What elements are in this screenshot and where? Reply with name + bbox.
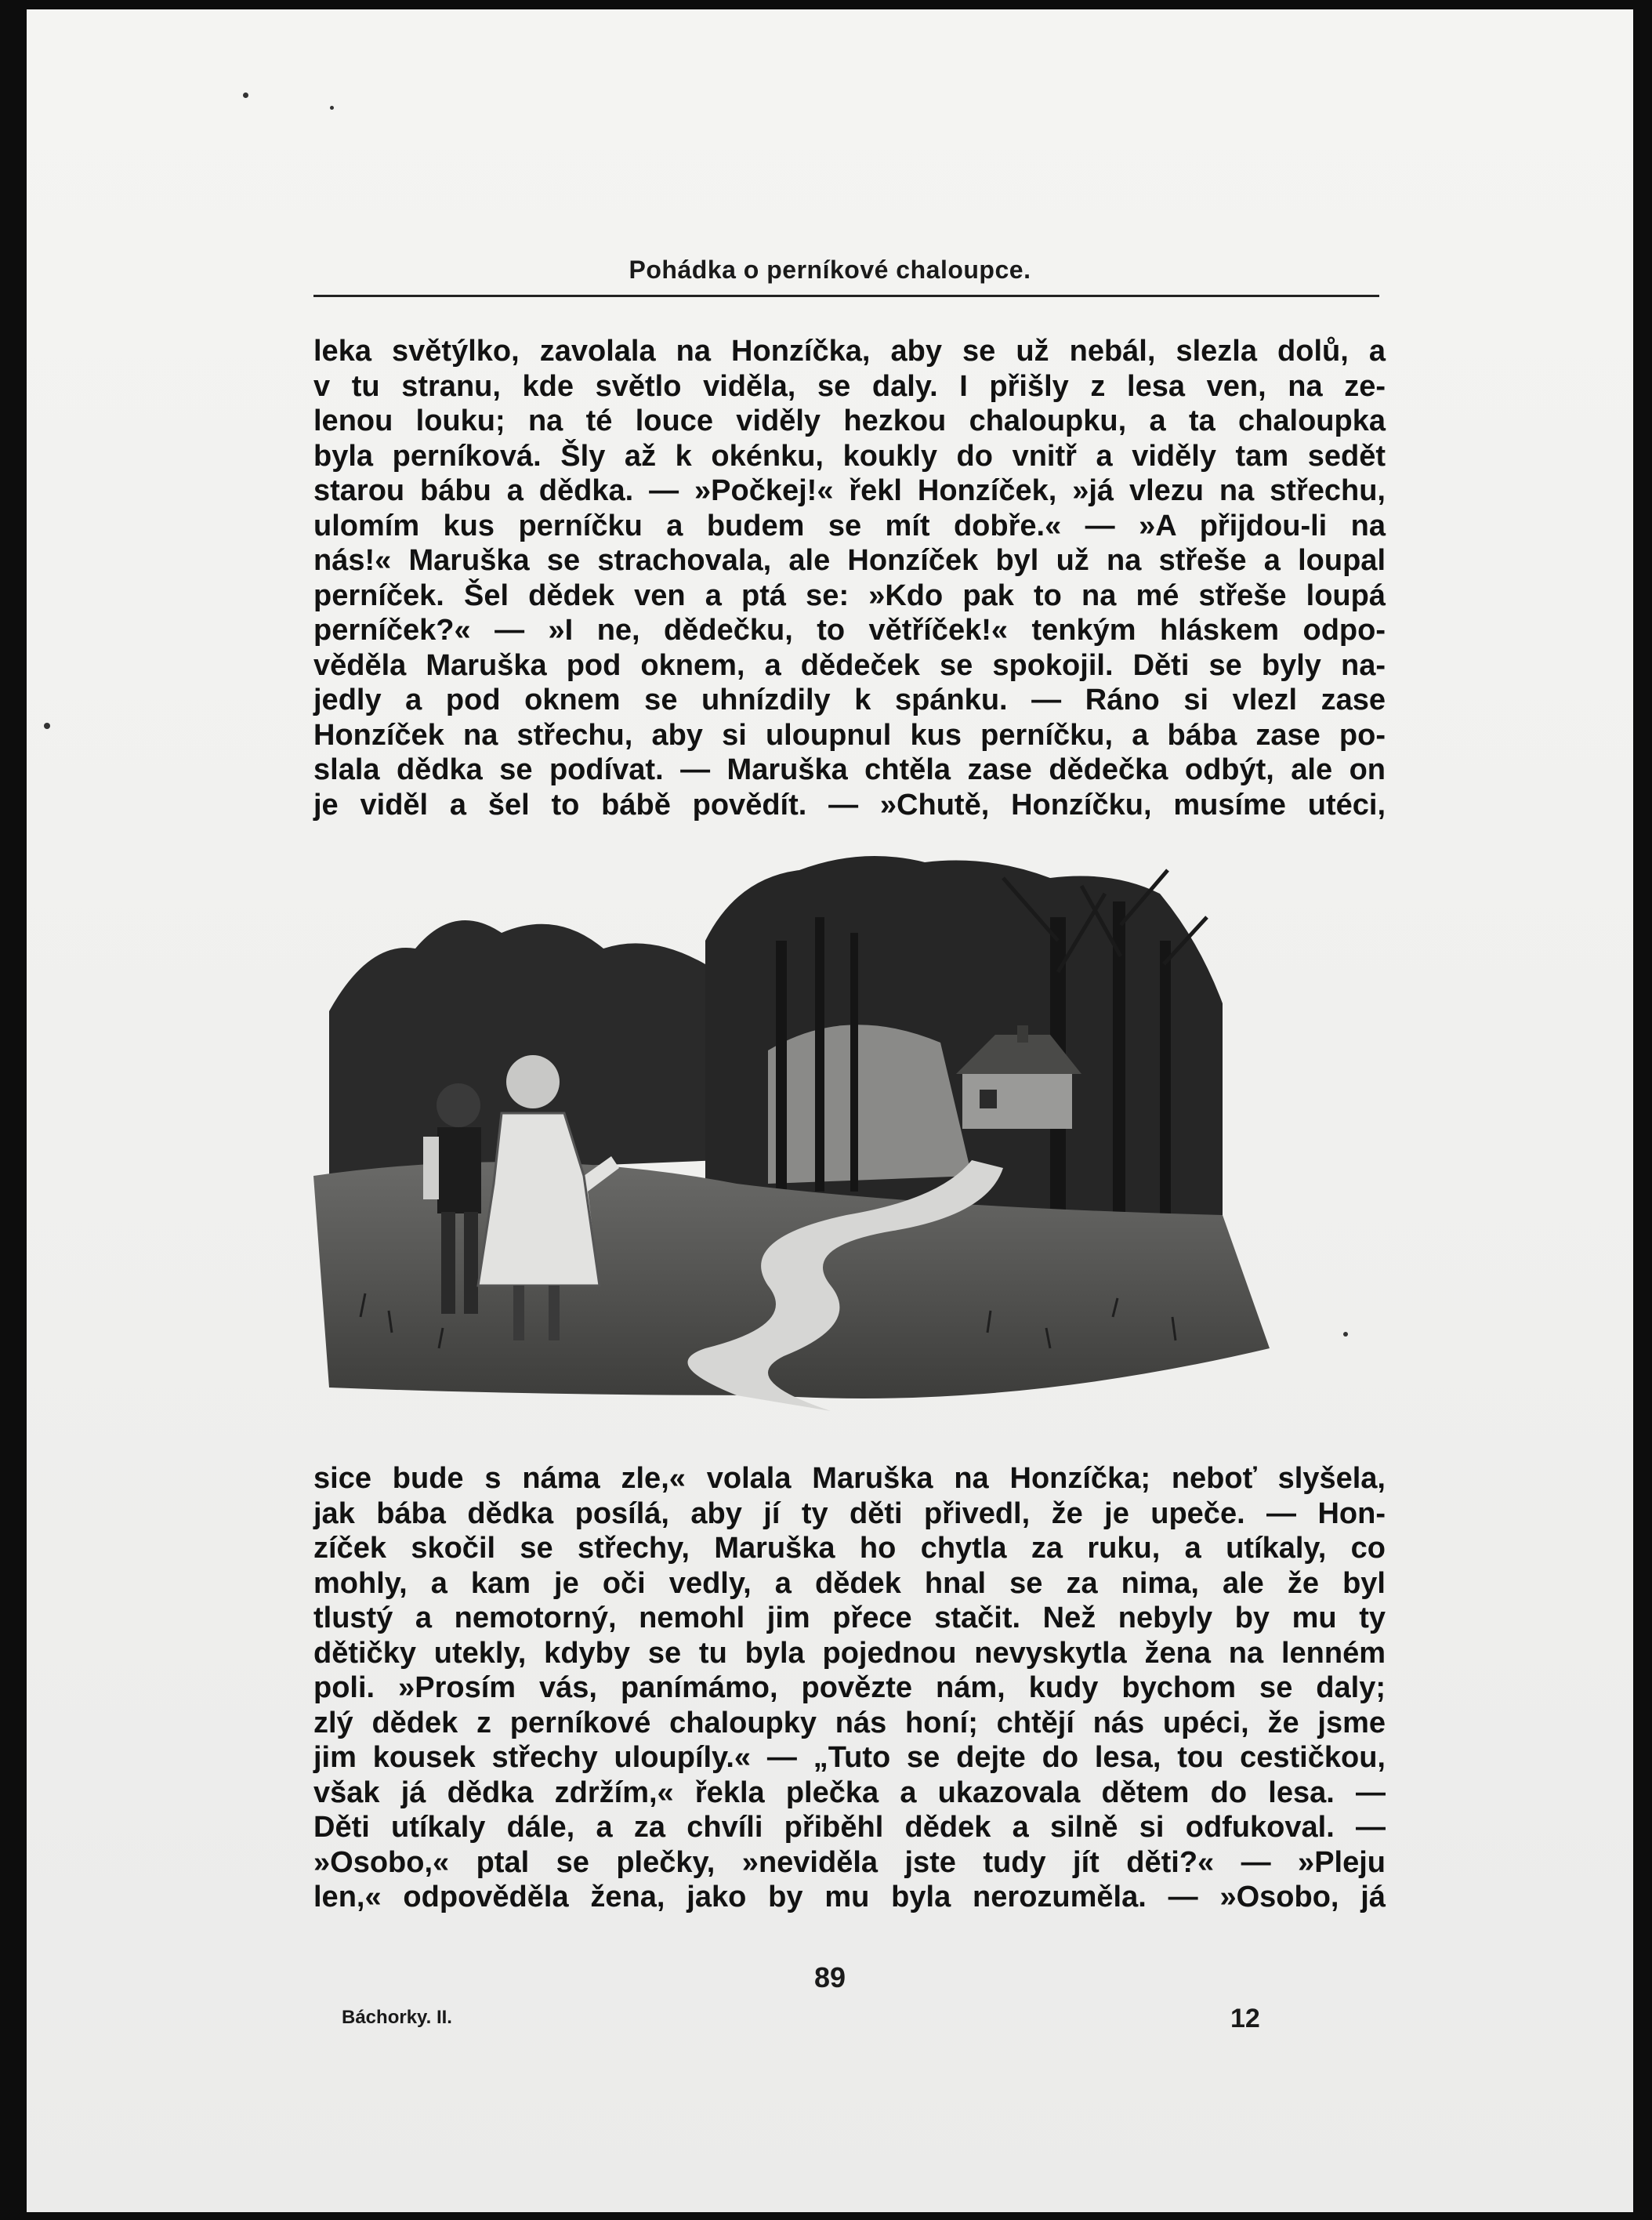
text-line: tlustý a nemotorný, nemohl jim přece stačit. Než nebyly by mu ty <box>313 1602 1386 1634</box>
text-line: »Osobo,« ptal se plečky, »neviděla jste tudy jít děti?« — »Pleju <box>313 1845 1386 1879</box>
print-speck <box>1343 1332 1348 1337</box>
text-line: Honzíček na střechu, aby si uloupnul kus perníčku, a bába zase po- <box>313 718 1386 752</box>
print-speck <box>330 106 334 110</box>
running-header: Pohádka o perníkové chaloupce. <box>629 256 1031 284</box>
text-line: leka světýlko, zavolala na Honzíčka, aby se už nebál, slezla dolů, a <box>313 335 1386 368</box>
text-line: perníček?« — »I ne, dědečku, to větříček!« tenkým hláskem odpo- <box>313 614 1386 647</box>
paragraph-upper <box>313 334 1386 822</box>
page-number: 89 <box>813 1961 846 1993</box>
text-line: lenou louku; na té louce viděly hezkou chaloupku, a ta chaloupka <box>313 404 1386 437</box>
text-line: slala dědka se podívat. — Maruška chtěla zase dědečka odbýt, ale on <box>313 753 1386 786</box>
text-line: poli. »Prosím vás, panímámo, povězte nám, kudy bychom se daly; <box>313 1671 1386 1704</box>
text-line: zíček skočil se střechy, Maruška ho chytla za ruku, a utíkaly, co <box>313 1532 1386 1565</box>
sheet-number: 12 <box>1230 2004 1260 2033</box>
text-line: perníček. Šel dědek ven a ptá se: »Kdo pak to na mé střeše loupá <box>313 579 1386 612</box>
text-line: však já dědka zdržím,« řekla plečka a ukazovala dětem do lesa. — <box>313 1776 1386 1809</box>
book-page <box>27 9 1633 2212</box>
text-line: je viděl a šel to bábě povědít. — »Chutě, Honzíčku, musíme utéci, <box>313 788 1386 822</box>
text-line: starou bábu a dědka. — »Počkej!« řekl Honzíček, »já vlezu na střechu, <box>313 474 1386 507</box>
text-line: Děti utíkaly dále, a za chvíli přiběhl dědek a silně si odfukoval. — <box>313 1811 1386 1844</box>
text-line: len,« odpověděla žena, jako by mu byla nerozuměla. — »Osobo, já <box>313 1881 1386 1913</box>
text-line: byla perníková. Šly až k okénku, koukly do vnitř a viděly tam sedět <box>313 439 1386 473</box>
forest-meadow-illustration <box>298 847 1395 1419</box>
header-rule <box>313 295 1379 297</box>
paragraph-lower <box>313 1461 1386 1915</box>
text-line: mohly, a kam je oči vedly, a dědek hnal se za nima, ale že byl <box>313 1566 1386 1600</box>
text-line: věděla Maruška pod oknem, a dědeček se spokojil. Děti se byly na- <box>313 648 1386 682</box>
text-line: nás!« Maruška se strachovala, ale Honzíček byl už na střeše a loupal <box>313 544 1386 577</box>
print-speck <box>44 723 50 729</box>
text-line: zlý dědek z perníkové chaloupky nás honí; chtějí nás upéci, že jsme <box>313 1706 1386 1739</box>
text-line: jedly a pod oknem se uhnízdily k spánku. — Ráno si vlezl zase <box>313 684 1386 716</box>
print-speck <box>243 92 248 98</box>
text-line: sice bude s náma zle,« volala Maruška na Honzíčka; neboť slyšela, <box>313 1462 1386 1495</box>
signature-mark: Báchorky. II. <box>342 2007 452 2028</box>
text-line: jak bába dědka posílá, aby jí ty děti přivedl, že je upeče. — Hon- <box>313 1496 1386 1530</box>
text-line: ulomím kus perníčku a budem se mít dobře.« — »A přijdou-li na <box>313 509 1386 542</box>
text-line: jim kousek střechy uloupíly.« — „Tuto se dejte do lesa, tou cestičkou, <box>313 1741 1386 1774</box>
text-line: v tu stranu, kde světlo viděla, se daly. I přišly z lesa ven, na ze- <box>313 369 1386 403</box>
text-line: dětičky utekly, kdyby se tu byla pojednou nevyskytla žena na lenném <box>313 1636 1386 1670</box>
